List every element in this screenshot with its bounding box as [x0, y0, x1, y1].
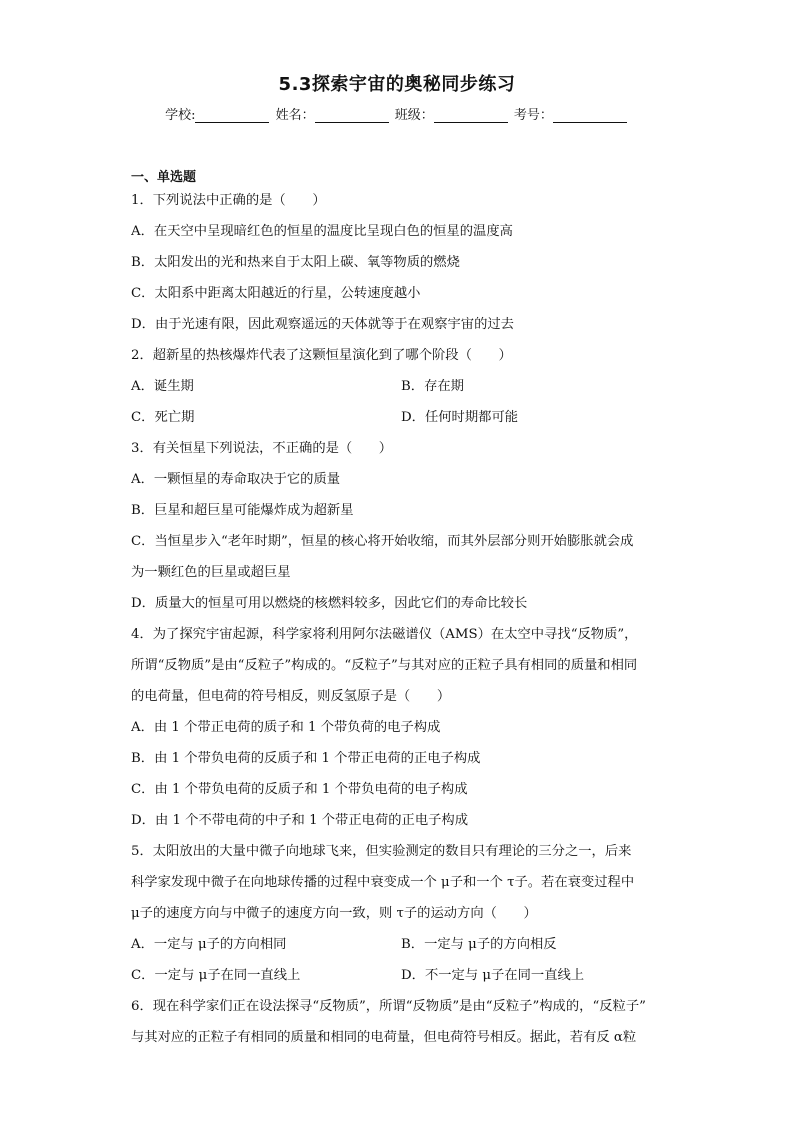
q6-stem-line2: 与其对应的正粒子有相同的质量和相同的电荷量，但电荷符号相反。据此，若有反 α粒: [131, 1030, 637, 1045]
q4-option-d: D．由 1 个不带电荷的中子和 1 个带正电荷的正电子构成: [131, 813, 469, 828]
q3-option-c-line1: C．当恒星步入“老年时期”，恒星的核心将开始收缩，而其外层部分则开始膨胀就会成: [131, 534, 634, 549]
q4-stem-line2: 所谓“反物质”是由“反粒子”构成的。“反粒子”与其对应的正粒子具有相同的质量和相同: [131, 658, 638, 673]
q5-option-d: D．不一定与 μ子在同一直线上: [401, 968, 585, 983]
q2-stem: 2．超新星的热核爆炸代表了这颗恒星演化到了哪个阶段（ ）: [131, 348, 512, 363]
q5-option-b: B．一定与 μ子的方向相反: [401, 937, 557, 952]
q3-option-a: A．一颗恒星的寿命取决于它的质量: [131, 472, 341, 487]
q6-stem-line1: 6．现在科学家们正在设法探寻“反物质”，所谓“反物质”是由“反粒子”构成的，“反粒子”: [131, 999, 646, 1014]
q5-option-a: A．一定与 μ子的方向相同: [131, 937, 287, 952]
q2-options-row-1: [131, 376, 671, 407]
q2-options-row-2: [131, 407, 671, 438]
name-label: 姓名：: [275, 108, 315, 123]
q1-option-a: A．在天空中呈现暗红色的恒星的温度比呈现白色的恒星的温度高: [131, 224, 513, 239]
student-info-line: [0, 104, 794, 123]
class-label: 班级：: [394, 108, 434, 123]
q3-option-c-line2: 为一颗红色的巨星或超巨星: [131, 565, 291, 580]
q4-stem-line3: 的电荷量，但电荷的符号相反，则反氢原子是（ ）: [131, 689, 451, 704]
q1-option-d: D．由于光速有限，因此观察遥远的天体就等于在观察宇宙的过去: [131, 317, 514, 332]
exam-no-blank[interactable]: [553, 110, 627, 123]
q2-option-b: B．存在期: [401, 379, 464, 394]
q4-stem-line1: 4．为了探究宇宙起源，科学家将利用阿尔法磁谱仪（AMS）在太空中寻找“反物质”，: [131, 627, 638, 642]
q5-stem-line2: 科学家发现中微子在向地球传播的过程中衰变成一个 μ子和一个 τ子。若在衰变过程中: [131, 875, 635, 890]
q1-option-b: B．太阳发出的光和热来自于太阳上碳、氧等物质的燃烧: [131, 255, 460, 270]
q4-option-a: A．由 1 个带正电荷的质子和 1 个带负荷的电子构成: [131, 720, 441, 735]
q3-option-d: D．质量大的恒星可用以燃烧的核燃料较多，因此它们的寿命比较长: [131, 596, 528, 611]
school-label: 学校:: [165, 108, 196, 123]
q1-stem: 1．下列说法中正确的是（ ）: [131, 193, 326, 208]
q4-option-b: B．由 1 个带负电荷的反质子和 1 个带正电荷的正电子构成: [131, 751, 481, 766]
q5-option-c: C．一定与 μ子在同一直线上: [131, 968, 301, 983]
class-blank[interactable]: [434, 110, 508, 123]
exam-no-label: 考号：: [513, 108, 553, 123]
q3-option-b: B．巨星和超巨星可能爆炸成为超新星: [131, 503, 354, 518]
name-blank[interactable]: [315, 110, 389, 123]
q5-options-row-2: [131, 965, 671, 996]
q5-stem-line3: μ子的速度方向与中微子的速度方向一致，则 τ子的运动方向（ ）: [131, 906, 537, 921]
q2-option-c: C．死亡期: [131, 410, 195, 425]
school-blank[interactable]: [195, 110, 269, 123]
q2-option-a: A．诞生期: [131, 379, 194, 394]
q2-option-d: D．任何时期都可能: [401, 410, 519, 425]
questions: [131, 190, 671, 1058]
q4-option-c: C．由 1 个带负电荷的反质子和 1 个带负电荷的电子构成: [131, 782, 468, 797]
q5-options-row-1: [131, 934, 671, 965]
page-title: 5.3探索宇宙的奥秘同步练习: [278, 74, 516, 95]
q3-stem: 3．有关恒星下列说法，不正确的是（ ）: [131, 441, 393, 456]
q1-option-c: C．太阳系中距离太阳越近的行星，公转速度越小: [131, 286, 421, 301]
q5-stem-line1: 5．太阳放出的大量中微子向地球飞来，但实验测定的数目只有理论的三分之一，后来: [131, 844, 632, 859]
section-heading: 一、单选题: [131, 170, 197, 185]
